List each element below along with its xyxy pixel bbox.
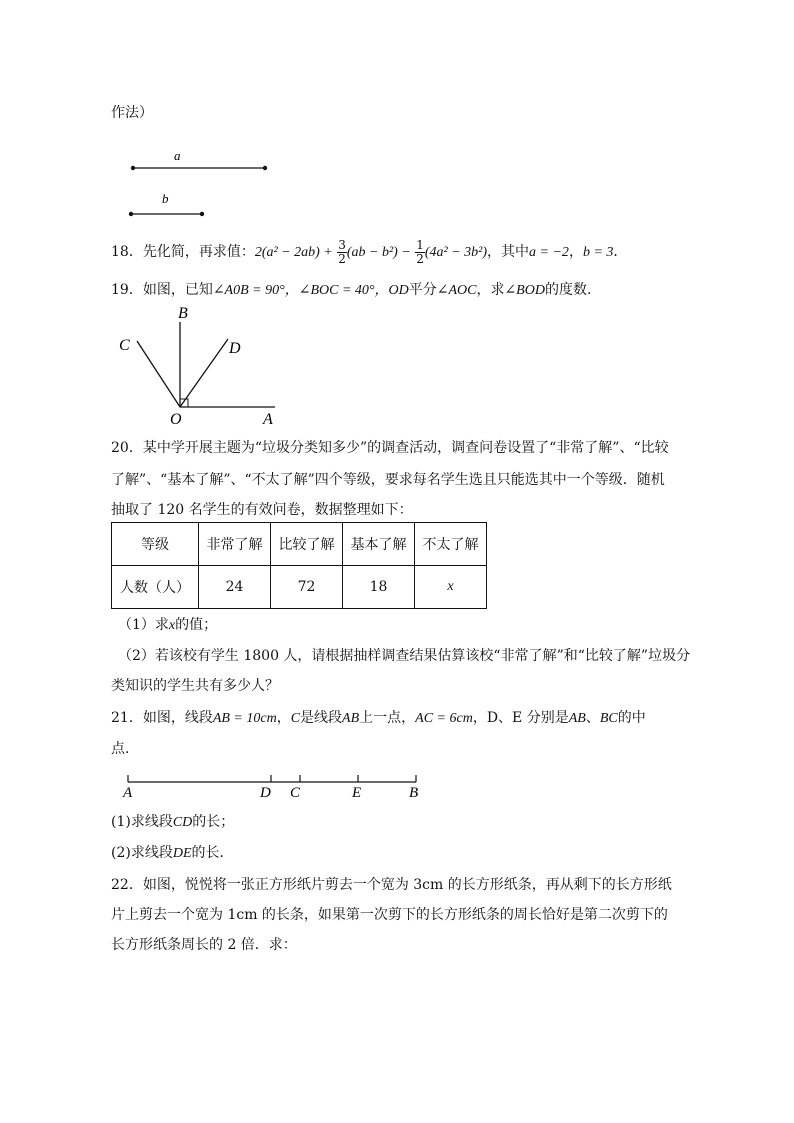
- table-header-cell: 等级: [112, 523, 199, 566]
- q21-sub2-prefix: (2)求线段: [111, 845, 173, 861]
- q21-p5: ，D、E 分别是: [472, 710, 569, 726]
- label-a: A: [263, 411, 273, 428]
- table-cell: 18: [343, 566, 415, 609]
- table-cell: x: [415, 566, 487, 609]
- q21-p4: 上一点，: [359, 710, 416, 726]
- q20-sub-2-line-2: 类知识的学生共有多少人？: [111, 678, 279, 694]
- label-b: B: [178, 305, 188, 322]
- point-label-e: E: [352, 785, 362, 801]
- point-label-c: C: [290, 785, 301, 801]
- label-c: C: [119, 337, 130, 354]
- q21-m5: AB: [568, 711, 586, 726]
- q21-p2: ，: [276, 710, 291, 726]
- q19-math-2: ∠AOC: [436, 283, 477, 298]
- q18-end: ．: [613, 244, 628, 260]
- segment-b-label: b: [162, 191, 169, 206]
- label-d: D: [229, 340, 241, 357]
- q21-sub-1: [111, 813, 234, 832]
- q21-line-2: 点．: [111, 741, 139, 757]
- q21-m1: AB = 10cm: [212, 711, 277, 726]
- q21-sub1-prefix: (1)求线段: [111, 814, 173, 830]
- table-header-cell: 基本了解: [343, 523, 415, 566]
- q18-expr-part1: 2(a² − 2ab) +: [254, 245, 333, 260]
- q20-line-2: 了解”、“基本了解”、“不太了解”四个等级，要求每名学生选且只能选其中一个等级．随机: [111, 472, 665, 488]
- q20-sub1-suffix: 的值；: [175, 617, 218, 633]
- intro-text: 作法）: [111, 105, 153, 121]
- q20-sub1-prefix: （1）求: [118, 617, 169, 633]
- q19-mid2: ，求: [476, 282, 505, 298]
- q22-line-1: 22．如图，悦悦将一张正方形纸片剪去一个宽为 3cm 的长方形纸条，再从剩下的长方形纸: [111, 877, 672, 893]
- q21-m3: AB: [342, 711, 360, 726]
- point-label-b: B: [409, 785, 419, 801]
- q19-mid: 平分: [408, 282, 437, 298]
- q21-m4: AC = 6cm: [415, 711, 473, 726]
- point-label-a: A: [123, 785, 133, 801]
- table-header-cell: 不太了解: [415, 523, 487, 566]
- q18-frac1-den: 2: [338, 251, 346, 266]
- table-header-cell: 比较了解: [271, 523, 343, 566]
- table-cell: 人数（人）: [112, 566, 199, 609]
- q18-cond-a: a = −2: [529, 245, 569, 260]
- q21-sub1-suffix: 的长；: [192, 814, 235, 830]
- q19-math-3: ∠BOD: [504, 283, 545, 298]
- q21-p7: 的中: [617, 710, 646, 726]
- q21-m6: BC: [599, 711, 618, 726]
- q21-sub2-suffix: 的长．: [191, 845, 234, 861]
- q18-frac1-num: 3: [338, 237, 346, 252]
- q19-prefix: 19．如图，已知: [111, 282, 213, 298]
- q20-line-1: 20．某中学开展主题为“垃圾分类知多少”的调查活动，调查问卷设置了“非常了解”、“比较: [111, 440, 669, 456]
- segment-a-label: a: [174, 148, 181, 163]
- table-cell: 72: [271, 566, 343, 609]
- q20-sub1-var: x: [168, 618, 176, 633]
- q18-condition-text: ，其中: [487, 244, 530, 260]
- q19-math-1: ∠A0B = 90°，∠BOC = 40°，OD: [212, 283, 409, 298]
- q21-p1: 21．如图，线段: [111, 710, 213, 726]
- label-o: O: [170, 411, 182, 428]
- table-cell: 24: [199, 566, 271, 609]
- point-label-d: D: [260, 785, 271, 801]
- q18-frac2-den: 2: [416, 251, 424, 266]
- q18-expr-part3: (4a² − 3b²): [424, 245, 488, 260]
- q18-frac2-num: 1: [416, 237, 424, 252]
- q21-sub-2: [111, 844, 234, 863]
- q21-m2: C: [290, 711, 301, 726]
- q19-suffix: 的度数.: [544, 282, 592, 298]
- q18-expr-part2: (ab − b²) −: [346, 245, 411, 260]
- q20-line-3: 抽取了 120 名学生的有效问卷，数据整理如下：: [111, 502, 413, 518]
- q21-p6: 、: [585, 710, 600, 726]
- q21-p3: 是线段: [300, 710, 343, 726]
- q18-number: 18．先化简，再求值：: [111, 244, 255, 260]
- q18-separator: ，: [568, 244, 583, 260]
- q21-sub2-math: DE: [172, 846, 192, 861]
- q20-sub-2-line-1: （2）若该校有学生 1800 人，请根据抽样调查结果估算该校“非常了解”和“比较了解”垃圾分: [118, 648, 691, 664]
- q21-sub1-math: CD: [172, 815, 193, 830]
- q22-line-2: 片上剪去一个宽为 1cm 的长条，如果第一次剪下的长方形纸条的周长恰好是第二次剪下的: [111, 907, 668, 923]
- q18-cond-b: b = 3: [582, 245, 614, 260]
- table-header-cell: 非常了解: [199, 523, 271, 566]
- q22-line-3: 长方形纸条周长的 2 倍．求：: [111, 937, 297, 953]
